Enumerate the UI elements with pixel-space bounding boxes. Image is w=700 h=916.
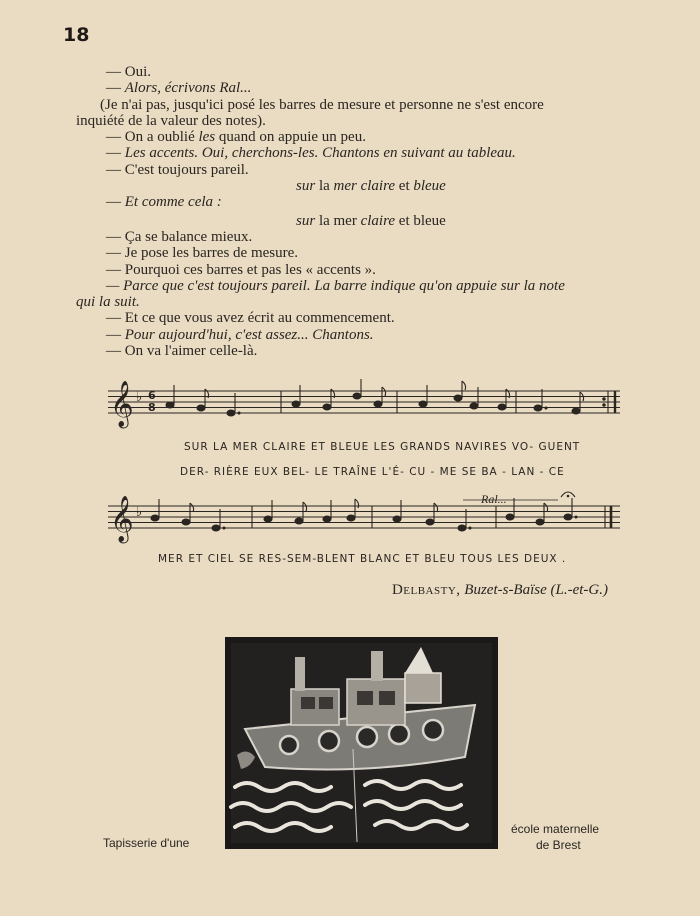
lyrics-line-3: MER ET CIEL SE RES-SEM-BLENT BLANC ET BLEU TOUS LES DEUX . [158, 553, 567, 565]
dialogue-text [76, 64, 636, 359]
time-signature-bottom: 8 [148, 401, 156, 414]
paragraph-line: qui la suit. [76, 294, 140, 311]
paragraph-line: (Je n'ai pas, jusqu'ici posé les barres de mesure et personne ne s'est encore [100, 96, 544, 113]
lyrics-line-2: DER- RIÈRE EUX BEL- LE TRAÎNE L'É- CU - ME SE BA - LAN - CE [180, 466, 565, 478]
paragraph-line: inquiété de la valeur des notes). [76, 112, 266, 129]
treble-clef-icon: 𝄞 [110, 381, 134, 427]
ritardando-mark: Ral... [481, 492, 507, 506]
author-name: Delbasty, [391, 582, 461, 598]
dialogue-line: — Oui. [106, 64, 151, 80]
music-staff-2 [108, 488, 620, 546]
verse-line: sur la mer claire et bleue [296, 178, 446, 195]
music-staff-1 [108, 377, 620, 429]
dialogue-line: — Alors, écrivons Ral... [106, 80, 252, 97]
staff-1-notes [166, 379, 605, 416]
verse-line: sur la mer claire et bleue [296, 212, 446, 229]
flat-sign-icon: ♭ [136, 390, 143, 405]
staff-2-notes [151, 498, 577, 531]
song-signature [392, 582, 608, 599]
lyrics-line-1: SUR LA MER CLAIRE ET BLEUE LES GRANDS NAVIRES VO- GUENT [184, 441, 581, 453]
dialogue-line: — Pour aujourd'hui, c'est assez... Chantons. [106, 326, 374, 343]
treble-clef-icon: 𝄞 [110, 496, 134, 542]
dialogue-line: — C'est toujours pareil. [106, 161, 249, 178]
flat-sign-icon: ♭ [136, 505, 143, 520]
photo-caption-right-1: école maternelle [511, 822, 600, 836]
author-place: Buzet-s-Baïse (L.-et-G.) [464, 582, 608, 598]
time-signature-top: 6 [148, 389, 156, 402]
dialogue-line: — On a oublié les quand on appuie un peu. [106, 129, 366, 146]
dialogue-line: — Pourquoi ces barres et pas les « accents ». [106, 261, 376, 278]
dialogue-line: — Et ce que vous avez écrit au commencement. [106, 310, 395, 327]
dialogue-line: — Et comme cela : [106, 194, 222, 211]
dialogue-line: — On va l'aimer celle-là. [106, 343, 258, 360]
dialogue-line: — Les accents. Oui, cherchons-les. Chantons en suivant au tableau. [106, 145, 516, 162]
photo-caption-right-2: de Brest [536, 838, 581, 852]
dialogue-line: — Ça se balance mieux. [106, 228, 253, 245]
page-number: 18 [63, 24, 90, 46]
paragraph-line: — Parce que c'est toujours pareil. La barre indique qu'on appuie sur la note [106, 277, 565, 294]
photo-caption-left: Tapisserie d'une [103, 836, 190, 850]
dialogue-line: — Je pose les barres de mesure. [106, 245, 299, 262]
tapestry-photo [225, 637, 498, 849]
